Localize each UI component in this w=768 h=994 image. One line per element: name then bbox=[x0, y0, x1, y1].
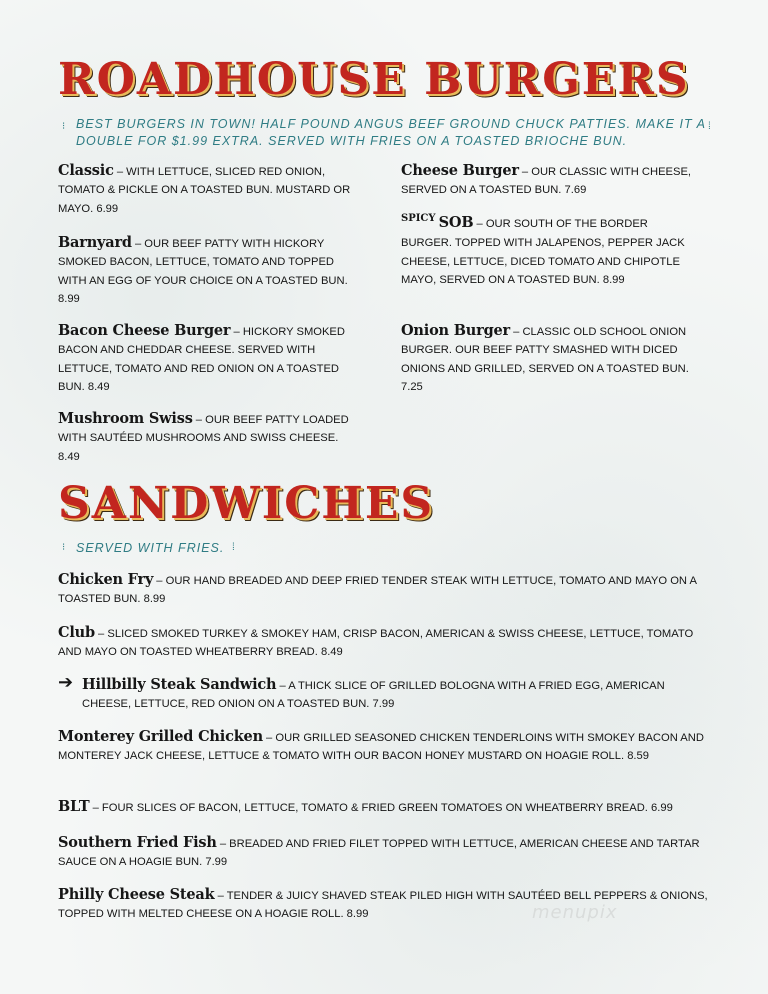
item-description: OUR SOUTH OF THE BORDER BURGER. TOPPED WITH JALAPENOS, PEPPER JACK CHEESE, LETTUCE, DICED TOMATO AND CHIPOTLE MAYO, SERVED ON A TOASTED BUN. bbox=[401, 218, 685, 286]
item-name: Chicken Fry bbox=[58, 571, 154, 588]
item-name: Hillbilly Steak Sandwich bbox=[82, 676, 277, 693]
item-name: SOB bbox=[438, 214, 474, 231]
item-name: Cheese Burger bbox=[401, 162, 519, 179]
item-name: Classic bbox=[58, 162, 114, 179]
item-description: CLASSIC OLD SCHOOL ONION BURGER. OUR BEEF PATTY SMASHED WITH DICED ONIONS AND GRILLED, SERVED ON A TOASTED BUN. bbox=[401, 326, 689, 375]
menu-item-bacon-cheese-burger: Bacon Cheese Burger – HICKORY SMOKED BACON AND CHEDDAR CHEESE. SERVED WITH LETTUCE, TOMATO AND RED ONION ON A TOASTED BUN. 8.49 bbox=[58, 322, 345, 393]
item-description: WITH LETTUCE, SLICED RED ONION, TOMATO & PICKLE ON A TOASTED BUN. MUSTARD OR MAYO. bbox=[58, 166, 351, 215]
item-description: FOUR SLICES OF BACON, LETTUCE, TOMATO & FRIED GREEN TOMATOES ON WHEATBERRY BREAD. bbox=[101, 802, 648, 814]
item-price: 7.99 bbox=[205, 856, 228, 869]
item-description: OUR BEEF PATTY WITH HICKORY SMOKED BACON, LETTUCE, TOMATO AND TOPPED WITH AN EGG OF YOUR CHOICE ON A TOASTED BUN. bbox=[58, 238, 348, 287]
item-name: Mushroom Swiss bbox=[58, 410, 193, 427]
section-title-sandwiches: SANDWICHES bbox=[58, 478, 435, 529]
item-price: 6.99 bbox=[96, 202, 119, 215]
burgers-intro: BEST BURGERS IN TOWN! HALF POUND ANGUS BEEF GROUND CHUCK PATTIES. MAKE IT A DOUBLE FOR $1.99 EXTRA. SERVED WITH FRIES ON A TOASTED BRIOCHE BUN. bbox=[76, 117, 706, 148]
item-description: TENDER & JUICY SHAVED STEAK PILED HIGH WITH SAUTÉED BELL PEPPERS & ONIONS, TOPPED WITH MELTED CHEESE ON A HOAGIE ROLL. bbox=[58, 890, 708, 921]
item-price: 6.99 bbox=[651, 802, 673, 814]
item-name: BLT bbox=[58, 798, 90, 815]
item-name: Bacon Cheese Burger bbox=[58, 322, 231, 339]
sandwiches-intro: SERVED WITH FRIES. bbox=[76, 541, 225, 555]
menu-item-chicken-fry: Chicken Fry – OUR HAND BREADED AND DEEP FRIED TENDER STEAK WITH LETTUCE, TOMATO AND MAYO ON A TOASTED BUN. 8.99 bbox=[58, 571, 697, 606]
item-price: 8.59 bbox=[627, 750, 649, 763]
item-price: 8.49 bbox=[87, 380, 110, 393]
menu-item-sob: SPICY SOB – OUR SOUTH OF THE BORDER BURGER. TOPPED WITH JALAPENOS, PEPPER JACK CHEESE, LETTUCE, DICED TOMATO AND CHIPOTLE MAYO, SERVED ON A TOASTED BUN. 8.99 bbox=[401, 213, 685, 286]
menu-item-barnyard: Barnyard – OUR BEEF PATTY WITH HICKORY SMOKED BACON, LETTUCE, TOMATO AND TOPPED WITH AN EGG OF YOUR CHOICE ON A TOASTED BUN. 8.99 bbox=[58, 234, 348, 305]
item-price: 8.49 bbox=[320, 646, 343, 659]
item-description: BREADED AND FRIED FILET TOPPED WITH LETTUCE, AMERICAN CHEESE AND TARTAR SAUCE ON A HOAGIE BUN. bbox=[58, 838, 700, 869]
item-price: 7.25 bbox=[401, 380, 423, 393]
item-price: 8.99 bbox=[346, 908, 369, 921]
menu-item-cheese-burger: Cheese Burger – OUR CLASSIC WITH CHEESE, SERVED ON A TOASTED BUN. 7.69 bbox=[401, 162, 692, 197]
item-description: OUR GRILLED SEASONED CHICKEN TENDERLOINS WITH SMOKEY BACON AND MONTEREY JACK CHEESE, LETTUCE & TOMATO WITH OUR BACON HONEY MUSTARD ON HOAGIE ROLL. bbox=[58, 732, 704, 763]
item-description: HICKORY SMOKED BACON AND CHEDDAR CHEESE. SERVED WITH LETTUCE, TOMATO AND RED ONION ON A TOASTED BUN. bbox=[58, 326, 345, 393]
menu-item-classic: Classic – WITH LETTUCE, SLICED RED ONION, TOMATO & PICKLE ON A TOASTED BUN. MUSTARD OR MAYO. 6.99 bbox=[58, 162, 351, 215]
arrow-icon: ➔ bbox=[58, 672, 74, 692]
menu-item-onion-burger: Onion Burger – CLASSIC OLD SCHOOL ONION BURGER. OUR BEEF PATTY SMASHED WITH DICED ONIONS AND GRILLED, SERVED ON A TOASTED BUN. 7.25 bbox=[401, 322, 689, 393]
dots-icon: ⁝ bbox=[62, 121, 66, 132]
item-name: Onion Burger bbox=[401, 322, 510, 339]
dots-icon: ⁞ bbox=[232, 542, 235, 553]
menu-item-club: Club – SLICED SMOKED TURKEY & SMOKEY HAM, CRISP BACON, AMERICAN & SWISS CHEESE, LETTUCE, TOMATO AND MAYO ON TOASTED WHEATBERRY BREAD. 8.49 bbox=[58, 624, 694, 659]
item-name: Southern Fried Fish bbox=[58, 834, 217, 851]
item-name: Monterey Grilled Chicken bbox=[58, 728, 263, 745]
item-name: Club bbox=[58, 624, 95, 641]
menu-item-southern-fried-fish: Southern Fried Fish – BREADED AND FRIED FILET TOPPED WITH LETTUCE, AMERICAN CHEESE AND TARTAR SAUCE ON A HOAGIE BUN. 7.99 bbox=[58, 834, 700, 869]
dots-icon: ⁞ bbox=[708, 121, 711, 132]
menu-item-blt: BLT – FOUR SLICES OF BACON, LETTUCE, TOMATO & FRIED GREEN TOMATOES ON WHEATBERRY BREAD. 6.99 bbox=[58, 798, 673, 815]
item-description: OUR CLASSIC WITH CHEESE, SERVED ON A TOASTED BUN. bbox=[401, 166, 692, 197]
item-price: 7.69 bbox=[564, 184, 587, 197]
menu-item-monterey-grilled-chicken: Monterey Grilled Chicken – OUR GRILLED SEASONED CHICKEN TENDERLOINS WITH SMOKEY BACON AND MONTEREY JACK CHEESE, LETTUCE & TOMATO WITH OUR BACON HONEY MUSTARD ON HOAGIE ROLL. 8.59 bbox=[58, 728, 704, 763]
spicy-label: SPICY bbox=[401, 213, 436, 224]
item-description: A THICK SLICE OF GRILLED BOLOGNA WITH A FRIED EGG, AMERICAN CHEESE, LETTUCE, RED ONION ON A TOASTED BUN. bbox=[82, 680, 665, 711]
item-price: 8.99 bbox=[602, 273, 625, 286]
item-price: 8.99 bbox=[58, 292, 80, 305]
menu-item-philly-cheese-steak: Philly Cheese Steak – TENDER & JUICY SHAVED STEAK PILED HIGH WITH SAUTÉED BELL PEPPERS & ONIONS, TOPPED WITH MELTED CHEESE ON A HOAGIE ROLL. 8.99 bbox=[58, 886, 708, 921]
watermark: menupix bbox=[532, 902, 618, 923]
item-price: 8.49 bbox=[58, 450, 80, 463]
item-price: 7.99 bbox=[372, 698, 395, 711]
section-title-burgers: ROADHOUSE BURGERS bbox=[58, 54, 690, 105]
item-description: SLICED SMOKED TURKEY & SMOKEY HAM, CRISP BACON, AMERICAN & SWISS CHEESE, LETTUCE, TOMATO AND MAYO ON TOASTED WHEATBERRY BREAD. bbox=[58, 628, 694, 659]
menu-item-hillbilly-steak-sandwich: ➔ Hillbilly Steak Sandwich – A THICK SLICE OF GRILLED BOLOGNA WITH A FRIED EGG, AMERICAN CHEESE, LETTUCE, RED ONION ON A TOASTED BUN. 7.99 bbox=[58, 672, 665, 711]
item-description: OUR BEEF PATTY LOADED WITH SAUTÉED MUSHROOMS AND SWISS CHEESE. bbox=[58, 414, 349, 445]
menu-item-mushroom-swiss: Mushroom Swiss – OUR BEEF PATTY LOADED WITH SAUTÉED MUSHROOMS AND SWISS CHEESE. 8.49 bbox=[58, 410, 349, 463]
item-name: Barnyard bbox=[58, 234, 132, 251]
item-price: 8.99 bbox=[143, 593, 166, 606]
item-name: Philly Cheese Steak bbox=[58, 886, 215, 903]
dots-icon: ⁝ bbox=[62, 542, 66, 553]
item-description: OUR HAND BREADED AND DEEP FRIED TENDER STEAK WITH LETTUCE, TOMATO AND MAYO ON A TOASTED BUN. bbox=[58, 575, 697, 606]
